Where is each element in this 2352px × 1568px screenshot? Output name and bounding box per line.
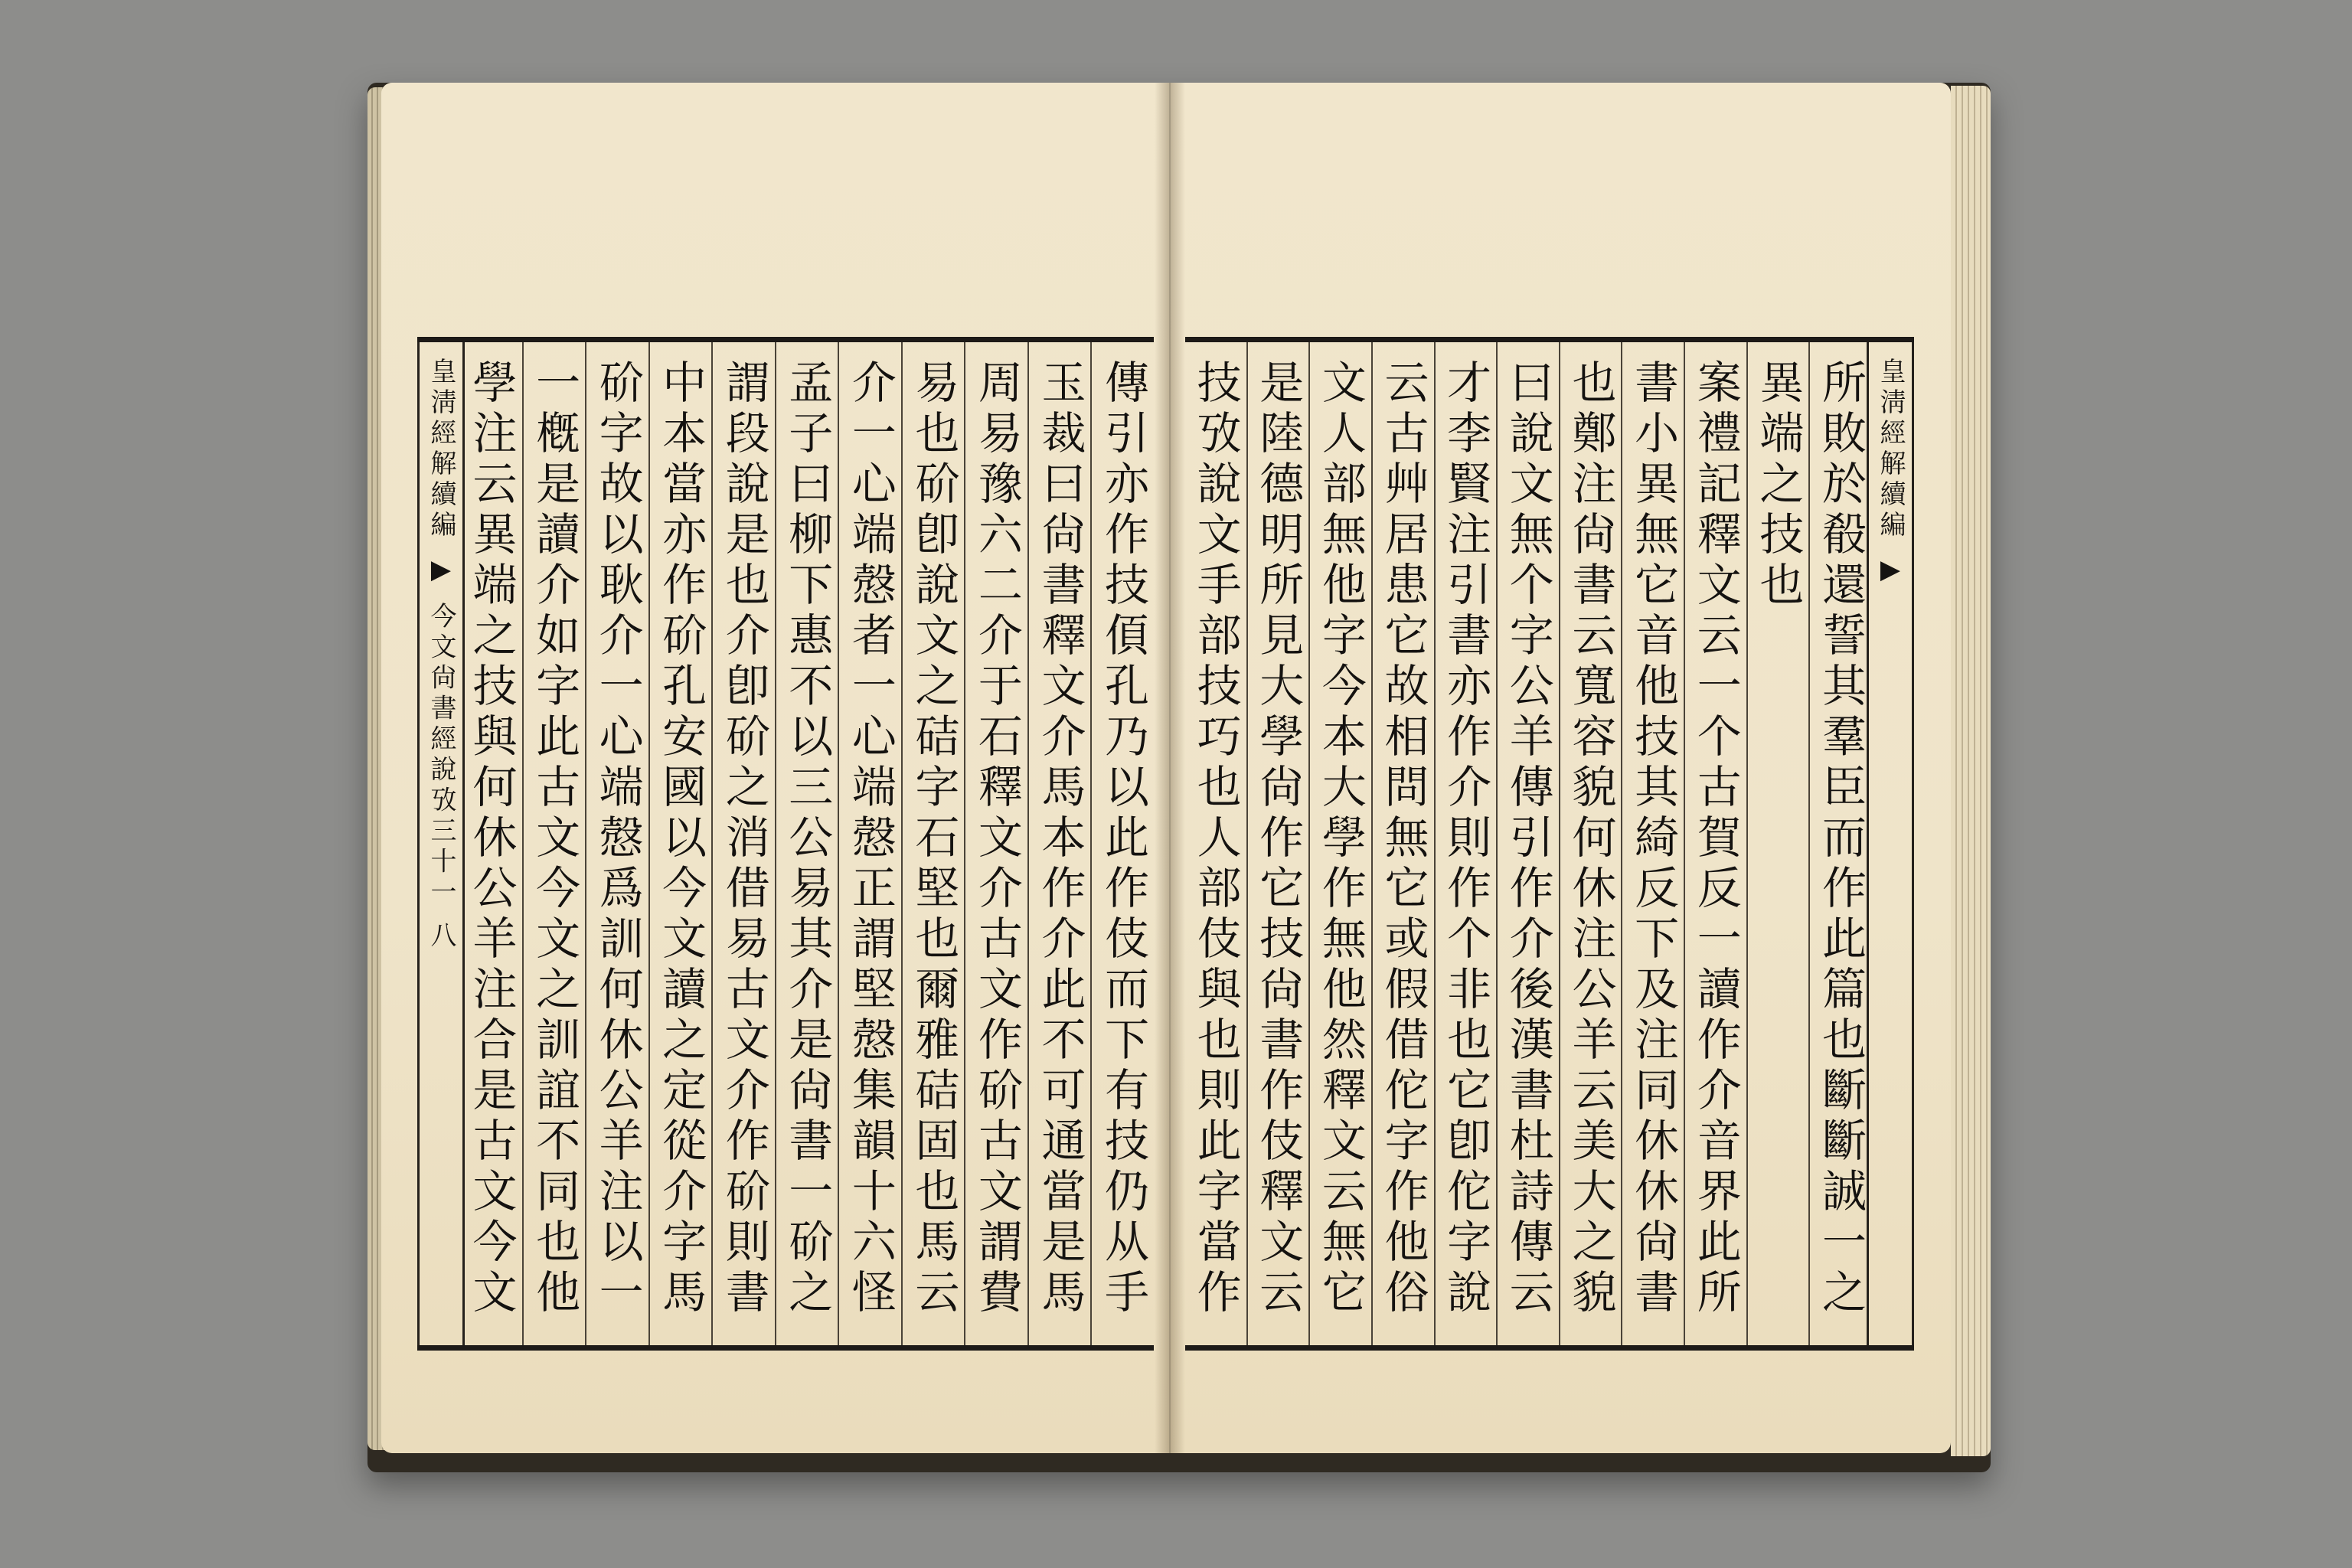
text-column: 異端之技也 [1746, 342, 1809, 1345]
right-page-edges [1951, 86, 1991, 1456]
text-column: 中本當亦作砎孔安國以今文讀之定從介字馬 [648, 342, 712, 1345]
book-gutter [1155, 83, 1185, 1453]
text-column: 也鄭注尙書云寬容貌何休注公羊云美大之貌 [1559, 342, 1622, 1345]
text-column: 才李賢注引書亦作介則作个非也它卽佗字說 [1434, 342, 1497, 1345]
left-text-frame [417, 337, 1154, 1351]
text-column: 砎字故以耿介一心端慤爲訓何休公羊注以一 [585, 342, 648, 1345]
text-column: 易也砎卽說文之硈字石堅也爾雅硈固也馬云 [901, 342, 965, 1345]
text-column: 書小異無它音他技其綺反下及注同休休尙書 [1621, 342, 1684, 1345]
text-column: 玉裁曰尙書釋文介馬本作介此不可通當是馬 [1027, 342, 1091, 1345]
text-column: 一槪是讀介如字此古文今文之訓誼不同也他 [522, 342, 586, 1345]
right-text-frame [1185, 337, 1914, 1351]
left-text-columns [460, 342, 1154, 1345]
text-column: 學注云異端之技與何休公羊注合是古文今文 [465, 359, 518, 1319]
right-margin-label: 皇淸經解續編 ▶ [1867, 342, 1914, 1345]
text-column: 孟子曰柳下惠不以三公易其介是尙書一砎之 [775, 342, 838, 1345]
text-column: 謂段說是也介卽砎之消借易古文介作砎則書 [711, 342, 775, 1345]
text-column: 傳引亦作技㑯孔乃以此作伎而下有技仍从手 [1090, 342, 1154, 1345]
text-column: 云古艸居患它故相問無它或假借佗字作他俗 [1371, 342, 1434, 1345]
text-column: 所敗於殽還誓其羣臣而作此篇也斷斷誠一之 [1808, 342, 1871, 1345]
text-column: 是陸德明所見大學尙作它技尙書作伎釋文云 [1246, 342, 1309, 1345]
left-margin-label: 皇淸經解續編 ▶ 今文尙書經說攷三十一 八 [417, 342, 465, 1345]
text-column: 介一心端慤者一心端慤正謂堅慤集韻十六怪 [838, 342, 901, 1345]
right-text-columns [1185, 342, 1871, 1345]
text-column: 技攷說文手部技巧也人部伎與也則此字當作 [1189, 359, 1242, 1319]
text-column: 案禮記釋文云一个古賀反一讀作介音界此所 [1684, 342, 1746, 1345]
text-column: 周易豫六二介于石釋文介古文作砎古文謂費 [964, 342, 1027, 1345]
text-column: 文人部無他字今本大學作無他然釋文云無它 [1308, 342, 1371, 1345]
text-column: 曰說文無个字公羊傳引作介後漢書杜詩傳云 [1496, 342, 1559, 1345]
